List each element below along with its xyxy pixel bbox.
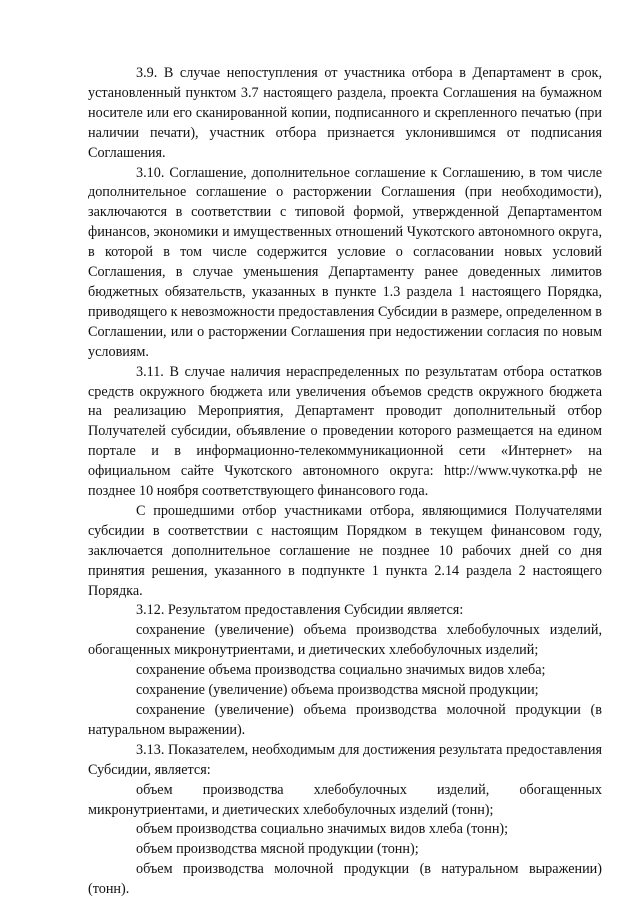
indicator-item-dairy: объем производства молочной продукции (в натуральном выражении) (тонн). <box>88 861 602 898</box>
indicator-item-bakery: объем производства хлебобулочных изделий, обогащенных микронутриентами, и диетических хлебобулочных изделий (тонн); <box>88 781 602 818</box>
result-item-bread: сохранение объема производства социально значимых видов хлеба; <box>136 662 546 679</box>
paragraph-additional-agreement: С прошедшими отбор участниками отбора, являющимися Получателями субсидии в соответствии с настоящим Порядком в текущем финансовом году, заключается дополнительное соглашение не позднее 10 рабочих дней со дня принятия решения, указанного в подпункте 1 пункта 2.14 раздела 2 настоящего Порядка. <box>88 502 602 599</box>
paragraph-3-11: 3.11. В случае наличия нераспределенных по результатам отбора остатков средств окружного бюджета или увеличения объемов средств окружного бюджета на реализацию Мероприятия, Департамент проводит дополнительный отбор Получателей субсидии, объявление о проведении которого размещается на едином портале и в информационно-телекоммуникационной сети «Интернет» на официальном сайте Чукотского автономного округа: http://www.чукотка.рф не позднее 10 ноября соответствующего финансового года. <box>88 363 602 500</box>
paragraph-3-9: 3.9. В случае непоступления от участника отбора в Департамент в срок, установленный пунктом 3.7 настоящего раздела, проекта Соглашения на бумажном носителе или его сканированной копии, подписанного и скрепленного печатью (при наличии печати), участник отбора признается уклонившимся от подписания Соглашения. <box>88 65 602 161</box>
result-item-dairy: сохранение (увеличение) объема производства молочной продукции (в натуральном выражении). <box>88 702 602 738</box>
paragraph-3-10: 3.10. Соглашение, дополнительное соглашение к Соглашению, в том числе дополнительное соглашение о расторжении Соглашения (при необходимости), заключаются в соответствии с типовой формой, утвержденной Департаментом финансов, экономики и имущественных отношений Чукотского автономного округа, в которой в том числе содержится условие о согласовании новых условий Соглашения, в случае уменьшения Департаменту ранее доведенных лимитов бюджетных обязательств, указанных в пункте 1.3 раздела 1 настоящего Порядка, приводящего к невозможности предоставления Субсидии в размере, определенном в Соглашении, или о расторжении Соглашения при недостижении согласия по новым условиям. <box>88 164 602 360</box>
indicator-item-bread: объем производства социально значимых видов хлеба (тонн); <box>136 821 509 838</box>
paragraph-3-12: 3.12. Результатом предоставления Субсидии является: <box>136 602 464 619</box>
document-page <box>88 64 602 900</box>
result-item-meat: сохранение (увеличение) объема производства мясной продукции; <box>136 682 539 699</box>
result-item-bakery: сохранение (увеличение) объема производства хлебобулочных изделий, обогащенных микронутриентами, и диетических хлебобулочных изделий; <box>88 622 602 659</box>
paragraph-3-13: 3.13. Показателем, необходимым для достижения результата предоставления Субсидии, является: <box>88 741 602 778</box>
indicator-item-meat: объем производства мясной продукции (тонн); <box>136 841 419 858</box>
